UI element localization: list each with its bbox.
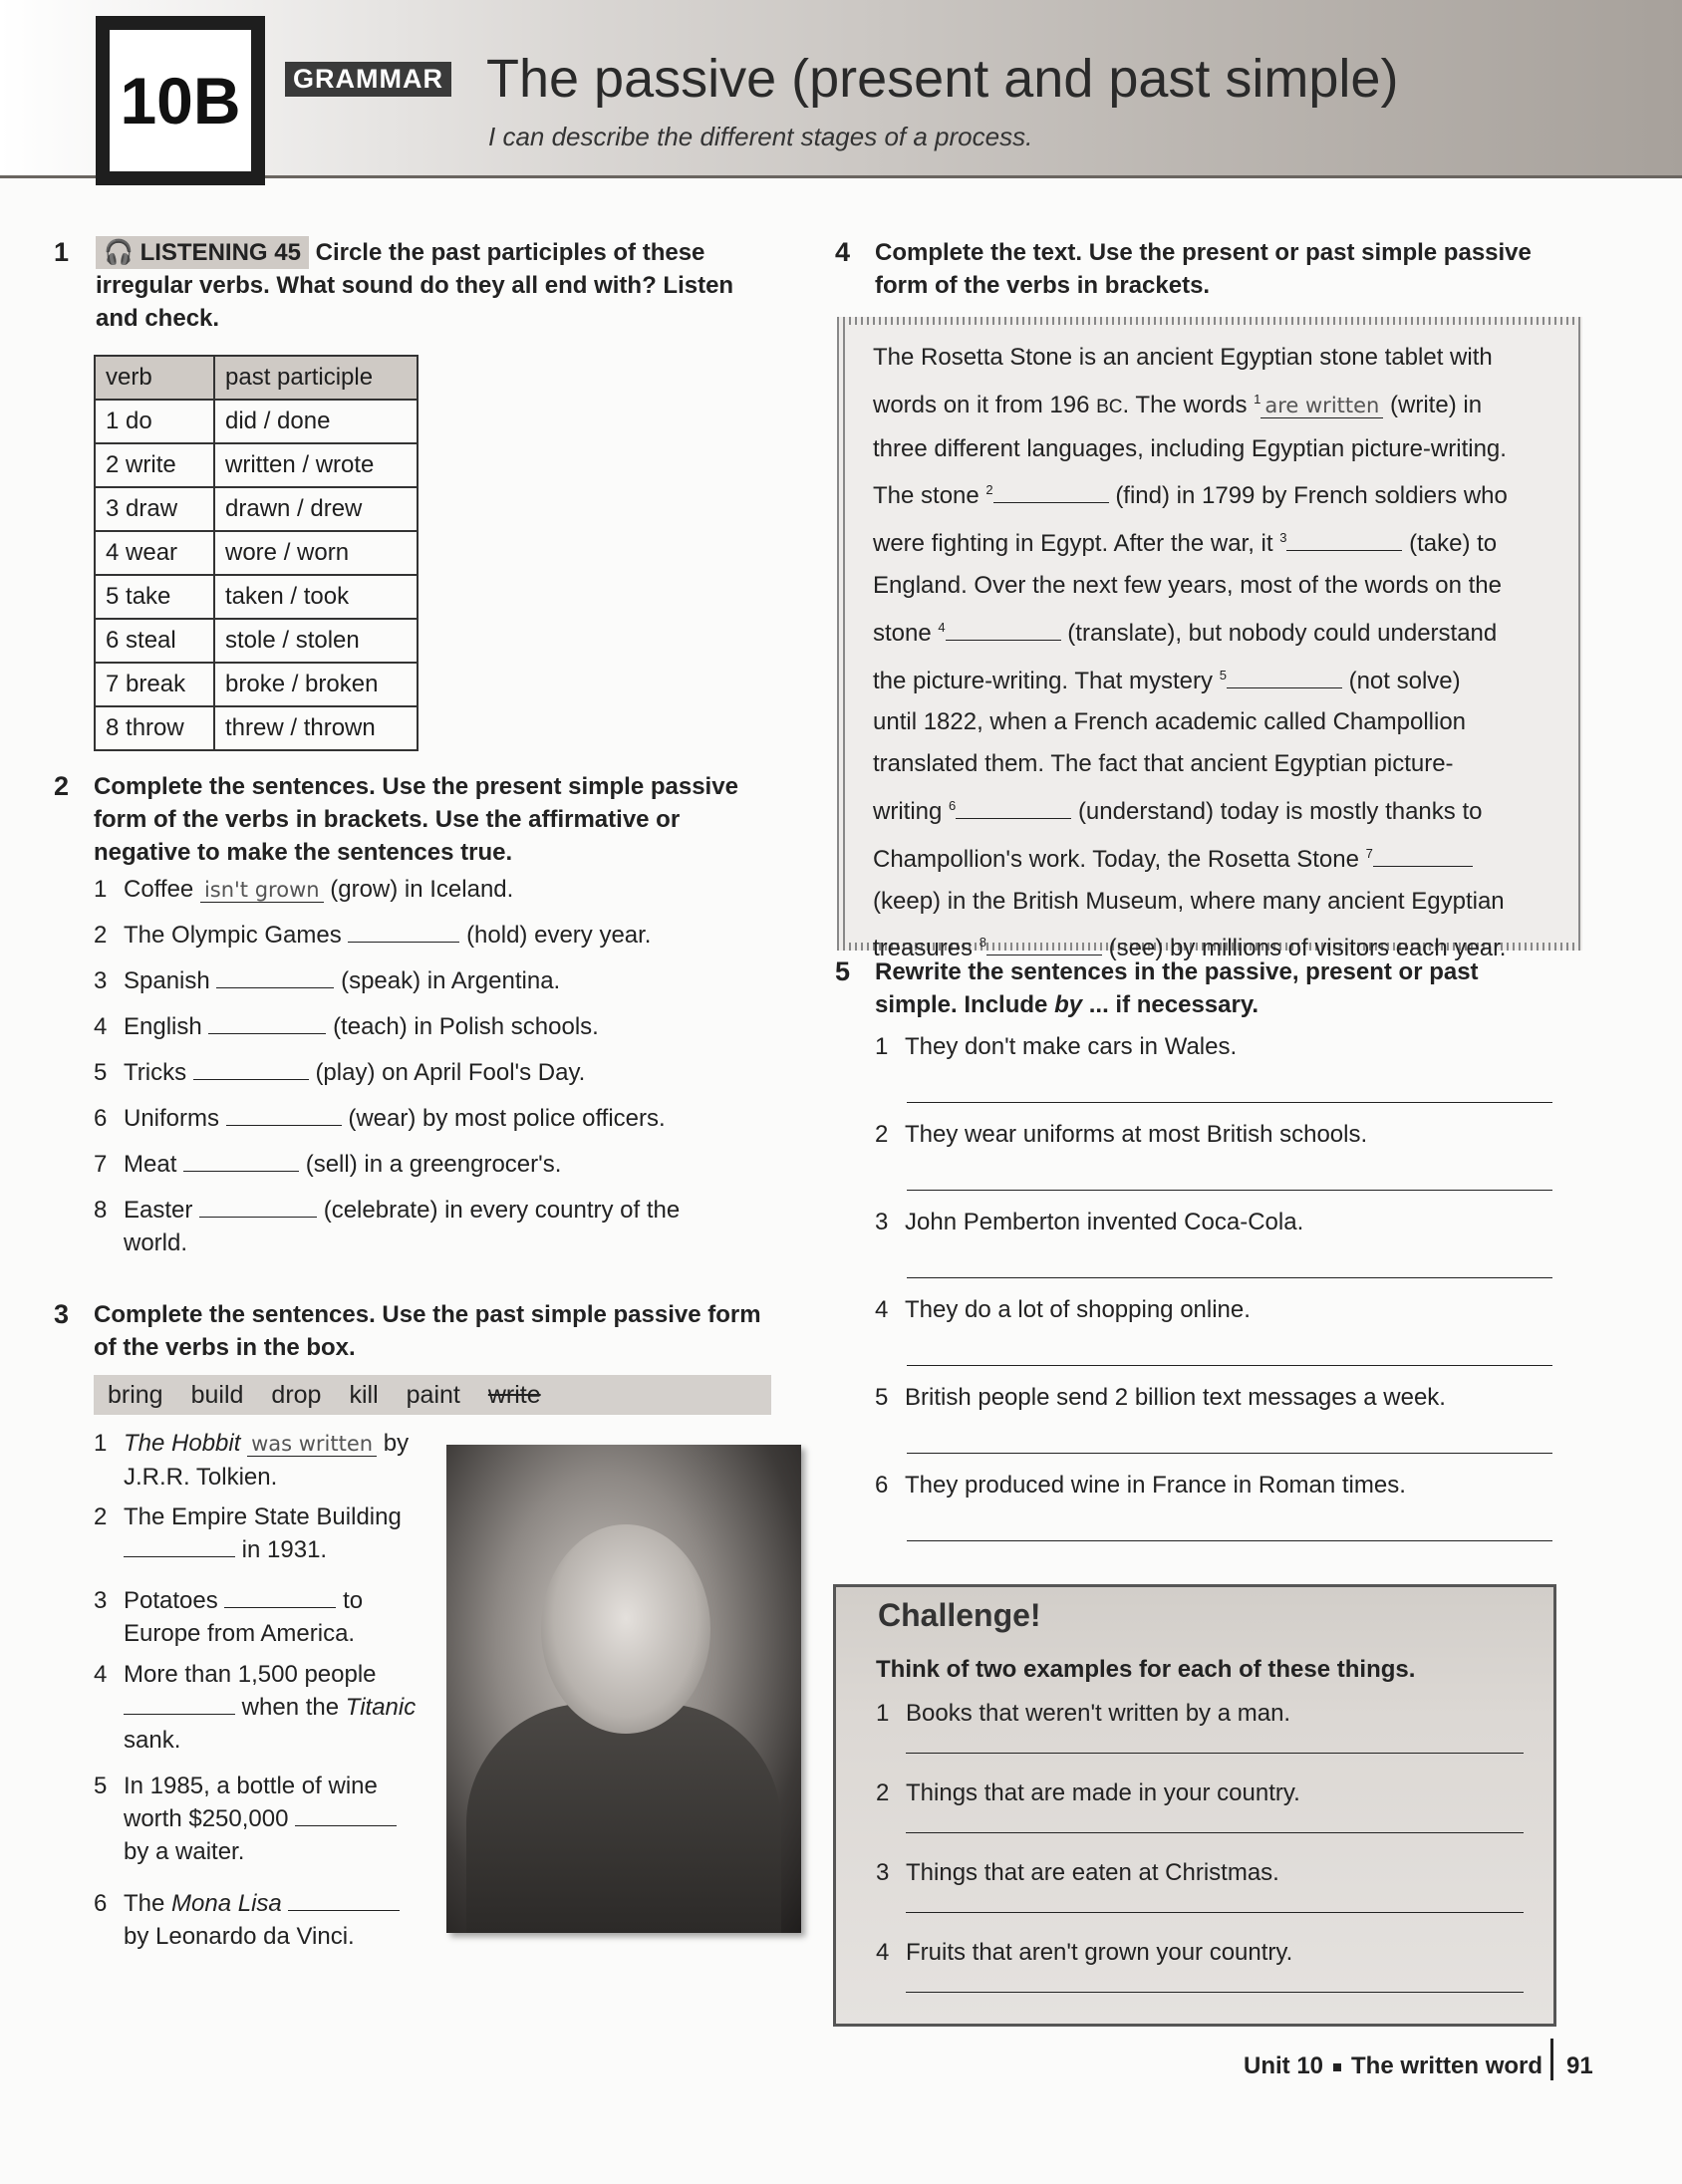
ex5-answer-line[interactable] xyxy=(907,1102,1552,1103)
ex5-item xyxy=(875,1381,1446,1414)
ex5-instr-b1: simple. Include xyxy=(875,991,1048,1018)
item-text: John Pemberton invented Coca-Cola. xyxy=(905,1209,1304,1235)
ex2-blank[interactable] xyxy=(199,1217,317,1218)
ex4-instructions xyxy=(875,236,1572,302)
grammar-tag: GRAMMAR xyxy=(285,62,451,97)
ex5-item xyxy=(875,1206,1303,1238)
ex3-blank-2[interactable] xyxy=(124,1556,235,1557)
past-participle-cell[interactable]: drawn / drew xyxy=(214,487,418,531)
verbs-table xyxy=(94,355,419,751)
rosetta-line-7a: stone xyxy=(873,619,932,647)
item-number: 1 xyxy=(94,876,108,903)
item-post: (sell) in a greengrocer's. xyxy=(305,1151,562,1178)
rosetta-line-5a: were fighting in Egypt. After the war, it xyxy=(873,530,1273,558)
item-cont: world. xyxy=(124,1229,188,1256)
ex2-blank[interactable] xyxy=(348,942,459,943)
photo-face xyxy=(541,1524,710,1734)
listening-badge xyxy=(96,236,309,269)
ex3-item-2-a: The Empire State Building xyxy=(124,1503,402,1530)
item-text: Fruits that aren't grown your country. xyxy=(906,1939,1293,1966)
item-text: They wear uniforms at most British schools. xyxy=(905,1121,1368,1148)
past-participle-cell[interactable]: written / wrote xyxy=(214,443,418,487)
row-number: 2 xyxy=(106,451,120,478)
ex5-answer-line[interactable] xyxy=(907,1190,1552,1191)
ex3-blank-4[interactable] xyxy=(124,1714,235,1715)
hobbit-title: The Hobbit xyxy=(124,1430,241,1457)
page-subtitle: I can describe the different stages of a process. xyxy=(488,122,1033,151)
item-number: 5 xyxy=(875,1384,889,1411)
ex1-number: 1 xyxy=(54,237,70,267)
ex3-item-4-c: sank. xyxy=(124,1727,181,1754)
item-number: 2 xyxy=(94,922,108,949)
rosetta-line-11b: (understand) today is mostly thanks to xyxy=(1077,797,1483,825)
challenge-box xyxy=(833,1584,1556,2027)
item-pre: Spanish xyxy=(124,967,210,994)
ex4-answer-1: are written xyxy=(1261,394,1383,418)
ex5-answer-line[interactable] xyxy=(907,1453,1552,1454)
item-number: 8 xyxy=(94,1197,108,1224)
item-pre: Easter xyxy=(124,1197,193,1224)
rosetta-line-2a: words on it from 196 xyxy=(873,391,1090,418)
ex2-instr-b: form of the verbs in brackets. Use the affirmative or xyxy=(94,806,681,833)
table-row xyxy=(95,663,418,706)
verb-cell xyxy=(95,487,214,531)
verb-text: take xyxy=(126,583,171,610)
ex3-item-3-a: Potatoes xyxy=(124,1587,218,1614)
word-write-crossed: write xyxy=(487,1381,541,1409)
footer-unit xyxy=(1244,2052,1542,2080)
challenge-item xyxy=(876,1776,1300,1809)
table-row xyxy=(95,706,418,750)
ex4-number: 4 xyxy=(835,237,851,267)
rosetta-bc: BC xyxy=(1096,396,1123,417)
square-bullet-icon xyxy=(1333,2063,1341,2071)
item-post: (teach) in Polish schools. xyxy=(333,1013,599,1040)
ex2-answer: isn't grown xyxy=(200,878,324,903)
footer-section: The written word xyxy=(1351,2052,1543,2079)
row-number: 4 xyxy=(106,539,120,566)
ex2-blank[interactable] xyxy=(183,1171,299,1172)
ex3-item-4-b: when the xyxy=(241,1694,340,1721)
verb-text: wear xyxy=(126,539,178,566)
ex3-instr-a: Complete the sentences. Use the past simple passive form xyxy=(94,1301,761,1328)
verb-cell xyxy=(95,443,214,487)
verb-cell xyxy=(95,619,214,663)
table-row xyxy=(95,575,418,619)
ex1-instr-a: Circle the past participles of these xyxy=(315,239,705,266)
ex4-instr-a: Complete the text. Use the present or past simple passive xyxy=(875,239,1532,266)
row-number: 3 xyxy=(106,495,120,522)
ex5-instructions xyxy=(875,956,1572,1021)
challenge-item xyxy=(876,1856,1279,1889)
challenge-answer-line[interactable] xyxy=(906,1912,1524,1913)
ex2-item xyxy=(94,1102,666,1135)
ex2-number: 2 xyxy=(54,771,70,801)
ex1-instr-b: irregular verbs. What sound do they all end with? Listen xyxy=(96,272,734,299)
col-verb: verb xyxy=(95,356,214,400)
item-text: They do a lot of shopping online. xyxy=(905,1296,1251,1323)
rosetta-line-8a: the picture-writing. That mystery xyxy=(873,667,1214,694)
challenge-answer-line[interactable] xyxy=(906,1753,1524,1754)
item-number: 5 xyxy=(94,1059,108,1086)
headphones-icon: 🎧 xyxy=(104,239,134,266)
item-number: 6 xyxy=(94,1105,108,1132)
ex3-item-2-b: in 1931. xyxy=(241,1536,328,1563)
item-text: British people send 2 billion text messages a week. xyxy=(905,1384,1446,1411)
challenge-answer-line[interactable] xyxy=(906,1992,1524,1993)
rosetta-line-5b: (take) to xyxy=(1409,530,1498,558)
ex2-blank[interactable] xyxy=(208,1033,326,1034)
item-number: 4 xyxy=(876,1939,890,1966)
ex3-item-5-b: worth $250,000 xyxy=(124,1805,289,1832)
page-number: 91 xyxy=(1566,2052,1593,2079)
item-post: (wear) by most police officers. xyxy=(348,1105,666,1132)
row-number: 1 xyxy=(106,408,120,434)
ex3-blank-3[interactable] xyxy=(224,1607,336,1608)
ex2-blank[interactable] xyxy=(226,1125,342,1126)
ex3-item-3: 3 Potatoes to Europe from America. xyxy=(94,1587,364,1647)
ex3-item-1: 1 The Hobbit was written by J.R.R. Tolkien. xyxy=(94,1430,410,1491)
col-past-participle: past participle xyxy=(214,356,418,400)
ex5-item xyxy=(875,1118,1367,1151)
ex1-instructions xyxy=(96,236,753,335)
verb-cell xyxy=(95,575,214,619)
ex4-instr-b: form of the verbs in brackets. xyxy=(875,272,1211,299)
item-pre: Uniforms xyxy=(124,1105,220,1132)
ex3-item-1-post: by xyxy=(383,1430,410,1457)
ex3-item-6-a: The xyxy=(124,1890,165,1917)
table-row xyxy=(95,619,418,663)
item-number: 3 xyxy=(94,967,108,994)
listening-label: LISTENING 45 xyxy=(140,239,301,266)
item-number: 2 xyxy=(876,1779,890,1806)
item-text: They don't make cars in Wales. xyxy=(905,1033,1238,1060)
item-number: 2 xyxy=(875,1121,889,1148)
ex3-item-5-a: In 1985, a bottle of wine xyxy=(124,1773,378,1799)
item-number: 6 xyxy=(875,1472,889,1499)
verb-text: draw xyxy=(126,495,178,522)
rosetta-line-4b: (find) in 1799 by French soldiers who xyxy=(1115,482,1508,510)
row-number: 8 xyxy=(106,714,120,741)
lesson-code-box xyxy=(96,16,265,185)
table-row xyxy=(95,487,418,531)
ex4-blank-6[interactable] xyxy=(956,818,1071,819)
verb-text: write xyxy=(126,451,176,478)
item-text: Books that weren't written by a man. xyxy=(906,1700,1291,1727)
row-number: 6 xyxy=(106,627,120,654)
ex2-instr-a: Complete the sentences. Use the present simple passive xyxy=(94,773,738,800)
photo-coat xyxy=(466,1704,781,1933)
item-text: They produced wine in France in Roman times. xyxy=(905,1472,1406,1499)
ex3-blank-5[interactable] xyxy=(295,1825,397,1826)
ex3-instructions xyxy=(94,1298,781,1364)
ex3-item-4-a: More than 1,500 people xyxy=(124,1661,377,1688)
verb-text: break xyxy=(126,671,186,697)
verb-cell xyxy=(95,663,214,706)
ex5-instr-a: Rewrite the sentences in the passive, present or past xyxy=(875,958,1479,985)
rosetta-line-12a: Champollion's work. Today, the Rosetta Stone xyxy=(873,845,1359,873)
ex4-blank-4[interactable] xyxy=(946,640,1061,641)
rosetta-line-3: three different languages, including Egyptian picture-writing. xyxy=(873,434,1507,462)
ex3-number: 3 xyxy=(54,1299,70,1329)
lesson-code: 10B xyxy=(110,30,251,171)
footer-unit-label: Unit 10 xyxy=(1244,2052,1324,2079)
item-number: 3 xyxy=(875,1209,889,1235)
ex3-answer-1: was written xyxy=(247,1432,377,1457)
past-participle-cell[interactable]: threw / thrown xyxy=(214,706,418,750)
past-participle-cell[interactable]: broke / broken xyxy=(214,663,418,706)
mona-lisa-title: Mona Lisa xyxy=(171,1890,282,1917)
ex5-item xyxy=(875,1469,1406,1502)
item-text: Things that are eaten at Christmas. xyxy=(906,1859,1279,1886)
rosetta-line-14b: (see) by millions of visitors each year. xyxy=(1108,935,1507,962)
ex5-item xyxy=(875,1030,1237,1063)
ex5-item xyxy=(875,1293,1251,1326)
page-title: The passive (present and past simple) xyxy=(486,49,1399,109)
rosetta-line-14a: treasures xyxy=(873,935,974,962)
rosetta-line-7b: (translate), but nobody could understand xyxy=(1067,619,1498,647)
item-pre: English xyxy=(124,1013,202,1040)
ex3-item-1-cont: J.R.R. Tolkien. xyxy=(124,1464,278,1491)
word-kill: kill xyxy=(349,1381,379,1409)
verb-text: steal xyxy=(126,627,176,654)
verb-text: do xyxy=(126,408,152,434)
word-drop: drop xyxy=(271,1381,322,1409)
past-participle-cell[interactable]: stole / stolen xyxy=(214,619,418,663)
challenge-title: Challenge! xyxy=(878,1597,1041,1633)
ex2-item xyxy=(94,964,560,997)
item-pre: Tricks xyxy=(124,1059,187,1086)
challenge-item xyxy=(876,1697,1290,1730)
ex2-instructions xyxy=(94,770,771,869)
titanic-title: Titanic xyxy=(345,1694,417,1721)
item-number: 4 xyxy=(94,1013,108,1040)
ex3-item-6: 6 The Mona Lisa by Leonardo da Vinci. xyxy=(94,1887,400,1953)
ex3-blank-6[interactable] xyxy=(288,1910,400,1911)
item-post: (grow) in Iceland. xyxy=(330,876,514,903)
footer-divider xyxy=(1550,2039,1553,2080)
rosetta-text: The Rosetta Stone is an ancient Egyptian stone tablet with words on it from 196 BC. The words $^1$ are written (write) in three different languages, including Egyptian picture-writing. The stone $^2$ (find) in 1799 by French soldiers who were fighting in Egypt. After the war, it $^3$ (take) to England. Over the next few years, most of the words on the stone $^4$ (translate), but nobody could understand the picture-writing. That mystery $^5$ (not solve) until 1822, when a French academic called Champollion translated them. The fact that ancient Egyptian picture- writing $^6$ (understand) today is mostly thanks to Champollion's work. Today, the Rosetta Stone $^7$ (keep) in the British Museum, where many ancient Egyptian treasures $^8$ (see) by millions of visitors each year. xyxy=(873,344,1508,962)
ex2-item xyxy=(94,873,513,907)
item-number: 1 xyxy=(875,1033,889,1060)
item-number: 1 xyxy=(876,1700,890,1727)
ex3-item-6-c: by Leonardo da Vinci. xyxy=(124,1923,355,1950)
past-participle-cell[interactable]: taken / took xyxy=(214,575,418,619)
row-number: 5 xyxy=(106,583,120,610)
table-row xyxy=(95,531,418,575)
ex3-instr-b: of the verbs in the box. xyxy=(94,1334,356,1361)
ex4-blank-5[interactable] xyxy=(1227,687,1342,688)
item-number: 3 xyxy=(876,1859,890,1886)
ex5-number: 5 xyxy=(835,956,851,986)
rosetta-line-13: (keep) in the British Museum, where many ancient Egyptian xyxy=(873,887,1505,915)
item-post: (play) on April Fool's Day. xyxy=(315,1059,586,1086)
ex2-item xyxy=(94,1010,599,1043)
rosetta-line-9: until 1822, when a French academic called Champollion xyxy=(873,708,1467,736)
ex2-item xyxy=(94,1056,585,1089)
verb-cell xyxy=(95,531,214,575)
rosetta-line-6: England. Over the next few years, most of the words on the xyxy=(873,571,1502,599)
item-post: (celebrate) in every country of the xyxy=(323,1197,681,1224)
ex2-blank[interactable] xyxy=(216,987,334,988)
item-pre: Meat xyxy=(124,1151,177,1178)
word-bring: bring xyxy=(108,1381,163,1409)
ex3-item-2: 2 The Empire State Building in 1931. xyxy=(94,1503,402,1563)
word-box xyxy=(94,1375,771,1415)
rosetta-line-8b: (not solve) xyxy=(1348,667,1461,694)
ex5-answer-line[interactable] xyxy=(907,1277,1552,1278)
ex4-blank-2[interactable] xyxy=(993,502,1109,503)
challenge-item xyxy=(876,1936,1292,1969)
ex2-blank[interactable] xyxy=(193,1079,309,1080)
word-build: build xyxy=(190,1381,244,1409)
item-pre: Coffee xyxy=(124,876,194,903)
tolkien-photo xyxy=(446,1445,801,1933)
item-text: Things that are made in your country. xyxy=(906,1779,1300,1806)
item-pre: The Olympic Games xyxy=(124,922,342,949)
rosetta-line-2c: (write) in xyxy=(1390,391,1483,418)
ex5-instr-b2: ... if necessary. xyxy=(1088,991,1260,1018)
verb-text: throw xyxy=(126,714,184,741)
rosetta-line-1: The Rosetta Stone is an ancient Egyptian stone tablet with xyxy=(873,344,1493,371)
ex3-item-5-c: by a waiter. xyxy=(124,1838,245,1865)
ex4-blank-3[interactable] xyxy=(1286,550,1402,551)
ex2-item xyxy=(94,1194,680,1259)
row-number: 7 xyxy=(106,671,120,697)
item-post: (speak) in Argentina. xyxy=(341,967,561,994)
ex4-blank-7[interactable] xyxy=(1373,866,1473,867)
challenge-answer-line[interactable] xyxy=(906,1832,1524,1833)
item-post: (hold) every year. xyxy=(466,922,652,949)
rosetta-line-10: translated them. The fact that ancient Egyptian picture- xyxy=(873,750,1454,778)
ex3-item-4: 4 More than 1,500 people when the Titanic sank. xyxy=(94,1661,417,1754)
table-row xyxy=(95,400,418,443)
ex5-answer-line[interactable] xyxy=(907,1365,1552,1366)
table-row xyxy=(95,443,418,487)
ex1-instr-c: and check. xyxy=(96,305,220,332)
rosetta-line-4a: The stone xyxy=(873,482,980,510)
challenge-instructions: Think of two examples for each of these things. xyxy=(876,1656,1416,1683)
ex2-instr-c: negative to make the sentences true. xyxy=(94,839,513,866)
ex2-item xyxy=(94,919,651,952)
item-number: 7 xyxy=(94,1151,108,1178)
ex2-item xyxy=(94,1148,561,1181)
ex3-item-3-c: Europe from America. xyxy=(124,1620,356,1647)
verb-cell xyxy=(95,706,214,750)
item-number: 4 xyxy=(875,1296,889,1323)
rosetta-text-box xyxy=(837,317,1582,962)
word-paint: paint xyxy=(406,1381,460,1409)
rosetta-line-2b: . The words xyxy=(1122,391,1248,418)
rosetta-line-11a: writing xyxy=(873,797,943,825)
ex3-item-5: 5 In 1985, a bottle of wine worth $250,000 by a waiter. xyxy=(94,1770,397,1868)
ex5-instr-by: by xyxy=(1054,991,1083,1018)
past-participle-cell[interactable]: wore / worn xyxy=(214,531,418,575)
table-header-row xyxy=(95,356,418,400)
past-participle-cell[interactable]: did / done xyxy=(214,400,418,443)
ex3-item-3-b: to xyxy=(343,1587,364,1614)
ex5-answer-line[interactable] xyxy=(907,1540,1552,1541)
verb-cell xyxy=(95,400,214,443)
